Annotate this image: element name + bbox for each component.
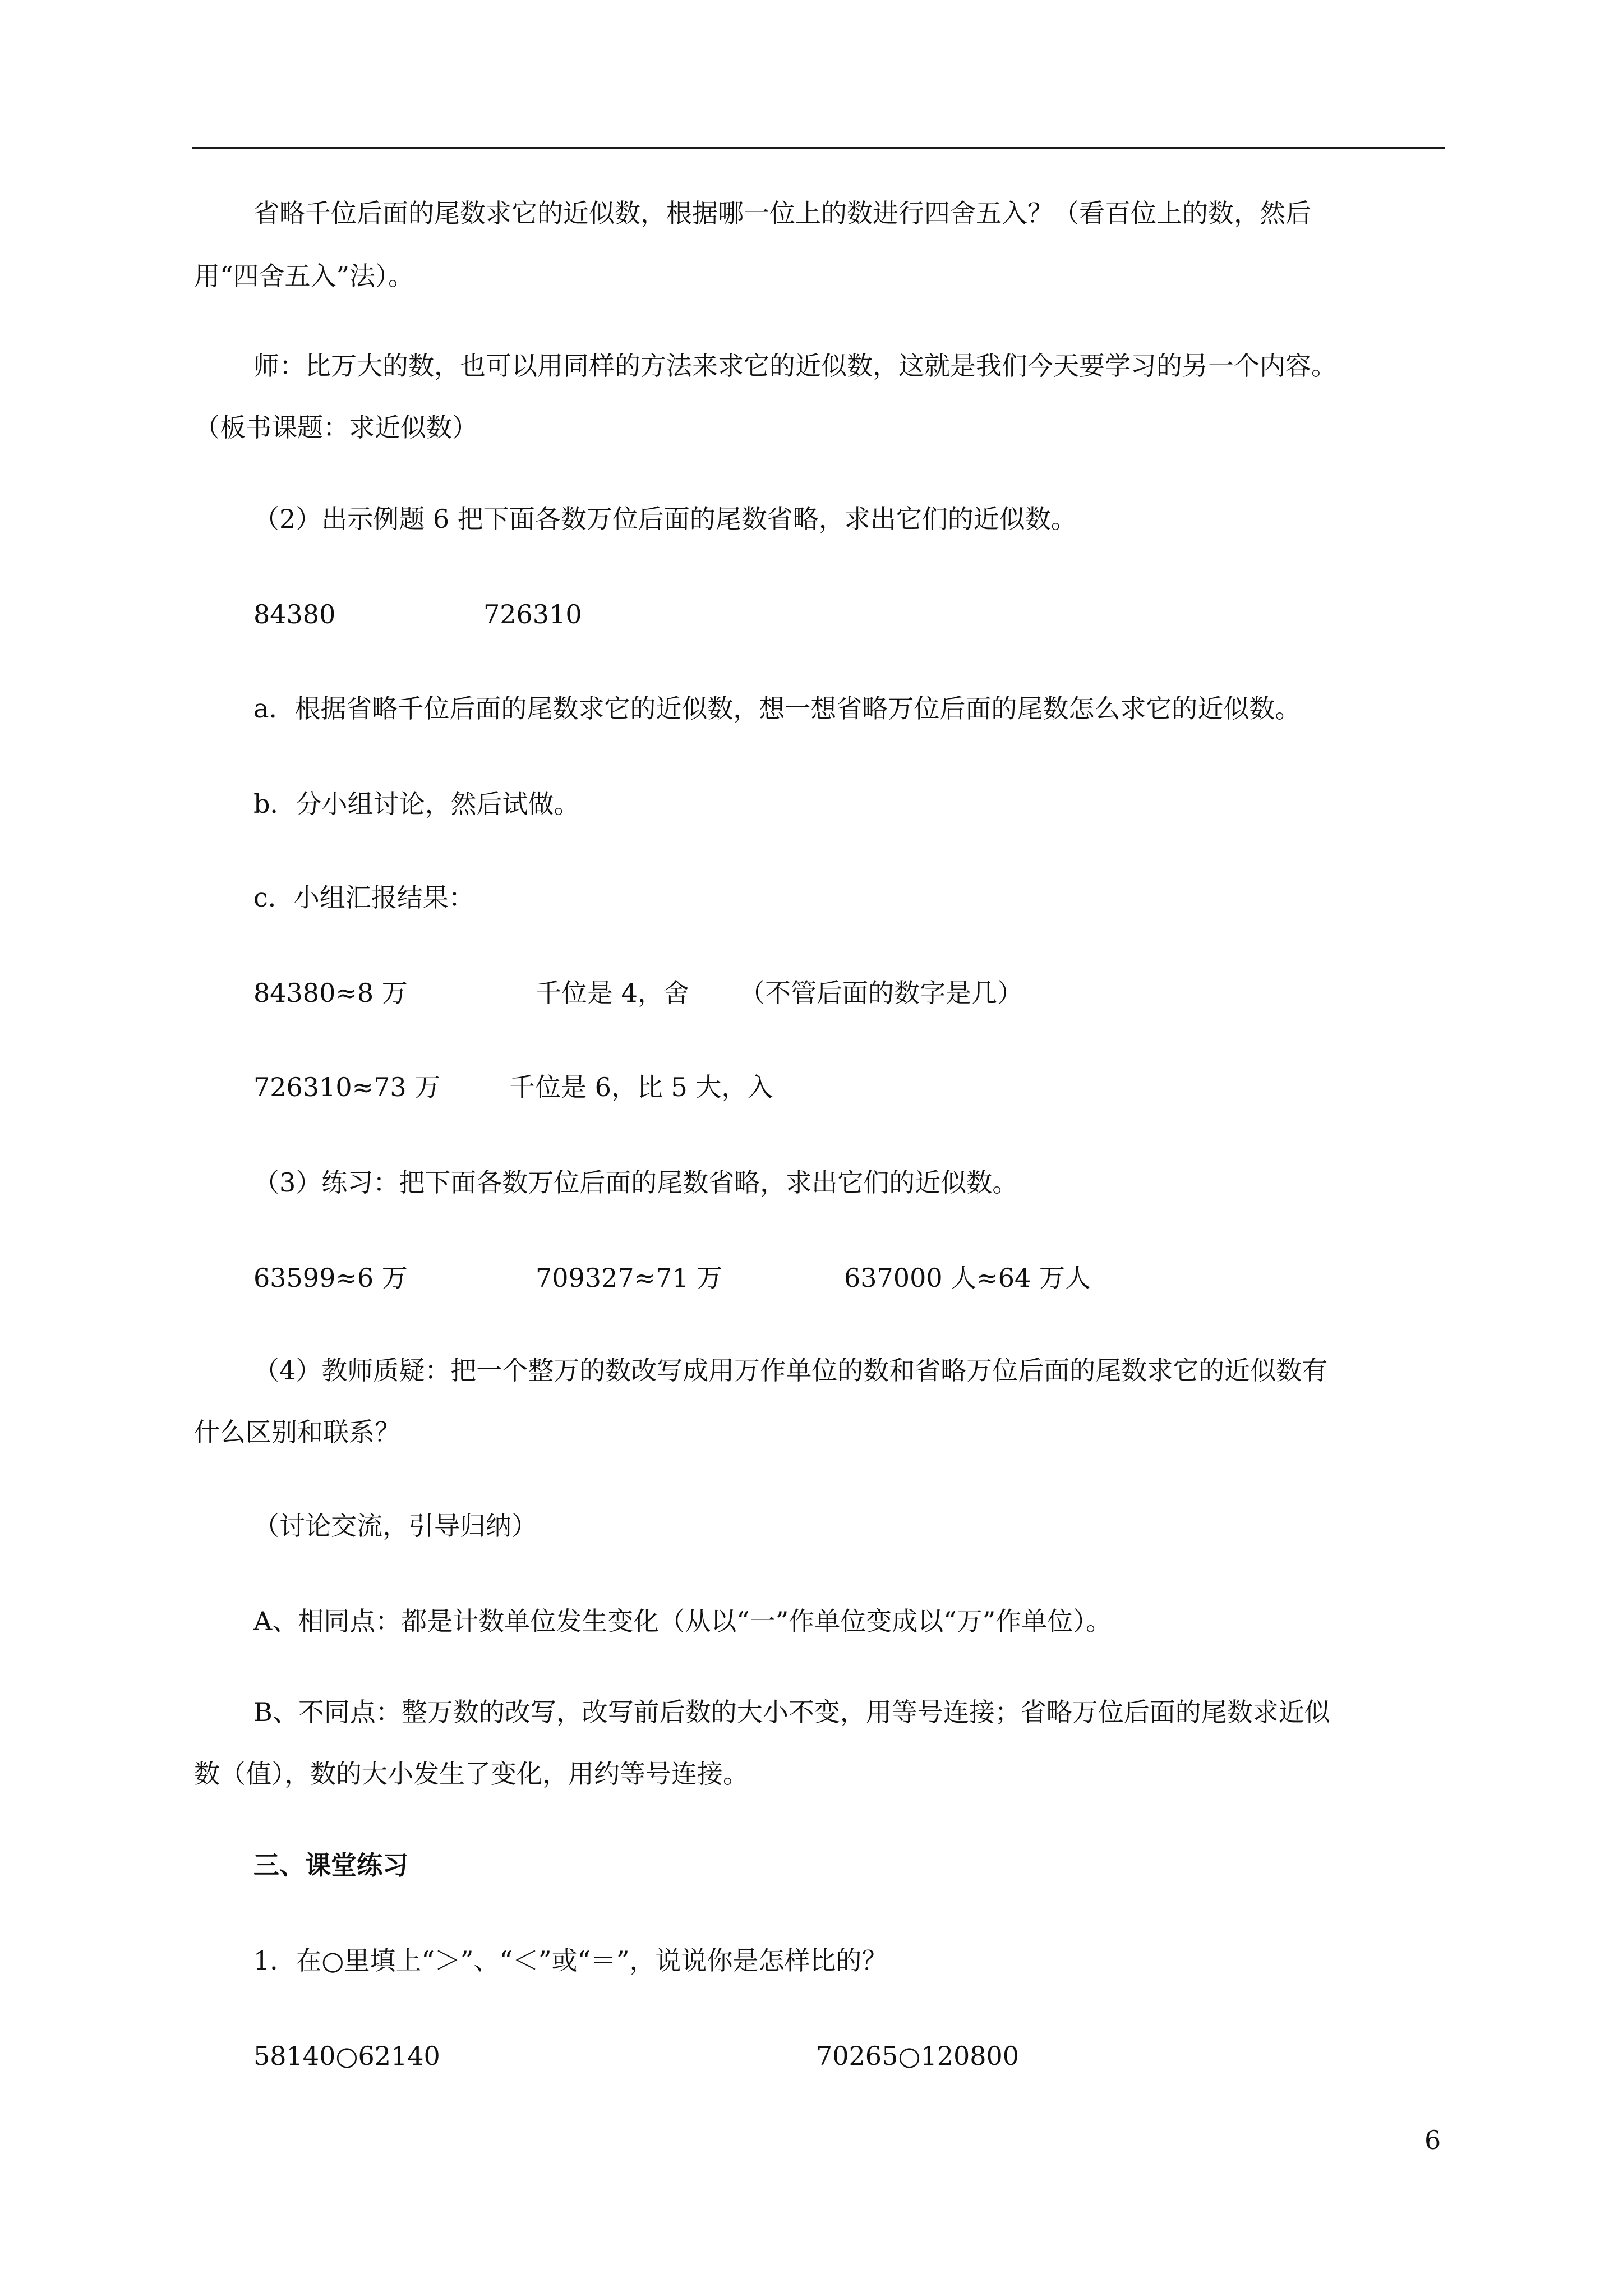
paragraph-line: （板书课题：求近似数） — [194, 412, 478, 443]
result-expression: 726310≈73 万 — [253, 1072, 441, 1102]
result-reason: 千位是 6，比 5 大，入 — [509, 1072, 773, 1102]
page-number: 6 — [1424, 2125, 1441, 2155]
result-note: （不管后面的数字是几） — [739, 978, 1023, 1008]
practice-answer: 709327≈71 万 — [536, 1263, 723, 1293]
paragraph-line: 省略千位后面的尾数求它的近似数，根据哪一位上的数进行四舍五入？（看百位上的数，然后 — [253, 198, 1311, 228]
result-reason: 千位是 4，舍 — [536, 978, 689, 1008]
paragraph-line: 用“四舍五入”法）。 — [194, 261, 414, 291]
paragraph-line: b．分小组讨论，然后试做。 — [253, 789, 580, 819]
example-number: 84380 — [253, 599, 336, 629]
paragraph-line: 数（值），数的大小发生了变化，用约等号连接。 — [194, 1759, 749, 1789]
compare-item: 70265○120800 — [816, 2041, 1020, 2071]
paragraph-line: B、不同点：整万数的改写，改写前后数的大小不变，用等号连接；省略万位后面的尾数求近似 — [253, 1697, 1330, 1727]
practice-answer: 637000 人≈64 万人 — [844, 1263, 1091, 1293]
header-rule — [192, 147, 1445, 149]
paragraph-line: （4）教师质疑：把一个整万的数改写成用万作单位的数和省略万位后面的尾数求它的近似数有 — [253, 1355, 1328, 1386]
paragraph-line: 什么区别和联系？ — [194, 1417, 400, 1447]
paragraph-line: A、相同点：都是计数单位发生变化（从以“一”作单位变成以“万”作单位）。 — [253, 1606, 1112, 1636]
example-number: 726310 — [483, 599, 582, 629]
paragraph-line: 1．在○里填上“＞”、“＜”或“＝”，说说你是怎样比的？ — [253, 1945, 888, 1976]
paragraph-line: c．小组汇报结果： — [253, 882, 474, 913]
paragraph-line: 师：比万大的数，也可以用同样的方法来求它的近似数，这就是我们今天要学习的另一个内容。 — [253, 351, 1337, 381]
paragraph-line: （讨论交流，引导归纳） — [253, 1511, 537, 1541]
section-heading: 三、课堂练习 — [253, 1850, 408, 1880]
paragraph-line: （2）出示例题 6 把下面各数万位后面的尾数省略，求出它们的近似数。 — [253, 504, 1077, 534]
result-expression: 84380≈8 万 — [253, 978, 408, 1008]
practice-answer: 63599≈6 万 — [253, 1263, 408, 1293]
paragraph-line: （3）练习：把下面各数万位后面的尾数省略，求出它们的近似数。 — [253, 1167, 1018, 1198]
paragraph-line: a．根据省略千位后面的尾数求它的近似数，想一想省略万位后面的尾数怎么求它的近似数。 — [253, 693, 1301, 724]
compare-item: 58140○62140 — [253, 2041, 440, 2071]
